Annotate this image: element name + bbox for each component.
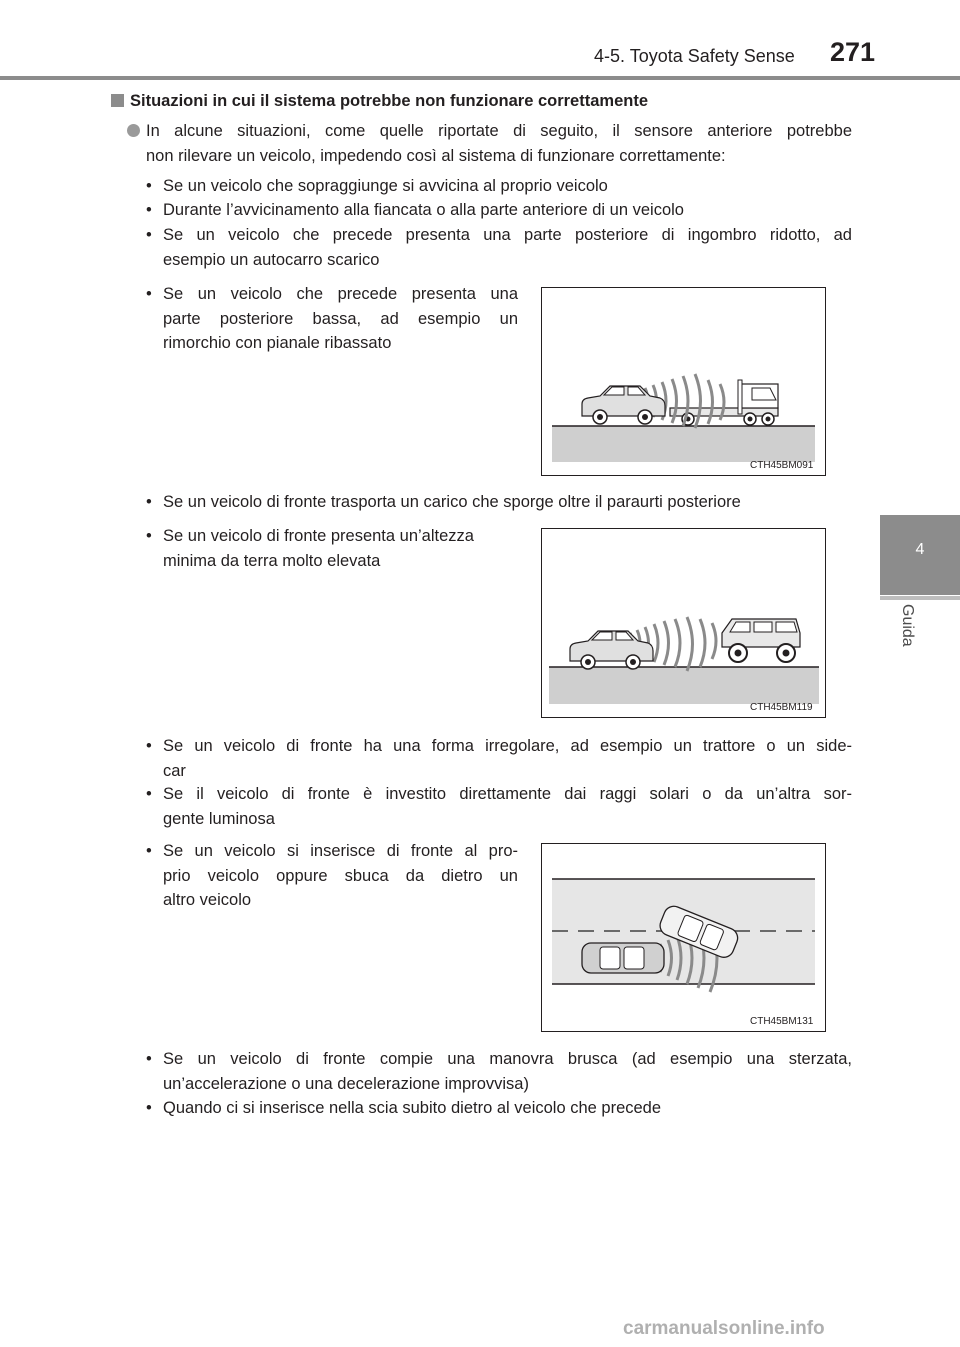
bullet-mark: • xyxy=(146,177,152,195)
bullet-mark: • xyxy=(146,1099,152,1117)
cut-in-illustration xyxy=(542,844,825,1031)
list-item-text: Se un veicolo di fronte ha una forma irregolare, ad esempio un trattore o un side- xyxy=(163,737,852,755)
low-trailer-illustration xyxy=(542,288,825,475)
page-number: 271 xyxy=(830,37,876,67)
bullet-mark: • xyxy=(146,785,152,803)
list-item-text: minima da terra molto elevata xyxy=(163,551,381,570)
list-item-text: Durante l’avvicinamento alla fiancata o alla parte anteriore di un veicolo xyxy=(163,201,684,219)
bullet-mark: • xyxy=(146,226,152,244)
list-item-text: Se un veicolo che precede presenta una parte posteriore di ingombro ridotto, ad xyxy=(163,226,852,244)
bullet-mark: • xyxy=(146,737,152,755)
list-item-text: altro veicolo xyxy=(163,891,252,909)
list-item xyxy=(146,282,518,357)
bullet-mark: • xyxy=(146,1050,152,1068)
list-item-text: esempio un autocarro scarico xyxy=(163,250,380,269)
list-item-text: rimorchio con pianale ribassato xyxy=(163,334,392,352)
intro-line-2: non rilevare un veicolo, impedendo così al sistema di funzionare correttamente: xyxy=(146,147,726,165)
chapter-tab-divider xyxy=(880,596,960,600)
list-item xyxy=(146,839,518,914)
bullet-mark: • xyxy=(146,493,152,511)
list-item xyxy=(146,1047,852,1097)
list-item-text: Se il veicolo di fronte è investito direttamente dai raggi solari o da un’altra sor- xyxy=(163,785,852,803)
car-icon xyxy=(582,386,665,424)
section-heading-text: Situazioni in cui il sistema potrebbe non funzionare correttamente xyxy=(130,92,648,110)
figure-code: CTH45BM091 xyxy=(750,460,814,471)
list-item-text: Se un veicolo di fronte trasporta un carico che sporge oltre il paraurti posteriore xyxy=(163,493,741,511)
header-rule xyxy=(0,76,960,80)
list-item-text: parte posteriore bassa, ad esempio un xyxy=(163,309,518,328)
circle-bullet-icon xyxy=(127,124,140,137)
car-icon xyxy=(582,943,664,973)
section-heading xyxy=(111,92,648,111)
section-title: 4-5. Toyota Safety Sense xyxy=(594,46,795,66)
list-item-text: Se un veicolo si inserisce di fronte al pro- xyxy=(163,842,518,860)
bullet-mark: • xyxy=(146,285,152,303)
bullet-mark: • xyxy=(146,842,152,860)
list-item xyxy=(146,734,852,784)
bullet-mark: • xyxy=(146,527,152,545)
intro-line-1: In alcune situazioni, come quelle riportate di seguito, il sensore anteriore potrebbe xyxy=(146,122,852,140)
figure-code: CTH45BM131 xyxy=(750,1016,814,1027)
list-item-text: gente luminosa xyxy=(163,809,275,828)
figure-low-trailer xyxy=(541,287,826,476)
list-item-text: Se un veicolo che precede presenta una xyxy=(163,285,518,303)
list-item-text: Se un veicolo che sopraggiunge si avvicina al proprio veicolo xyxy=(163,177,608,195)
figure-code: CTH45BM119 xyxy=(750,702,813,713)
list-item-text: un’accelerazione o una decelerazione improvvisa) xyxy=(163,1074,529,1093)
high-clearance-illustration xyxy=(542,529,825,717)
suv-icon xyxy=(722,619,800,662)
list-item-text: Se un veicolo di fronte compie una manovra brusca (ad esempio una sterzata, xyxy=(163,1050,852,1068)
list-item xyxy=(146,782,852,832)
square-bullet-icon xyxy=(111,94,124,107)
watermark: carmanualsonline.info xyxy=(623,1318,825,1339)
figure-cut-in xyxy=(541,843,826,1032)
list-item-text: Se un veicolo di fronte presenta un’altezza xyxy=(163,527,474,545)
list-item xyxy=(146,524,518,574)
chapter-number: 4 xyxy=(915,541,925,558)
list-item-text: car xyxy=(163,761,186,780)
list-item xyxy=(146,223,852,273)
figure-high-clearance xyxy=(541,528,826,718)
chapter-label: Guida xyxy=(899,604,916,647)
list-item-text: prio veicolo oppure sbuca da dietro un xyxy=(163,866,518,885)
bullet-mark: • xyxy=(146,201,152,219)
list-item-text: Quando ci si inserisce nella scia subito dietro al veicolo che precede xyxy=(163,1099,662,1117)
